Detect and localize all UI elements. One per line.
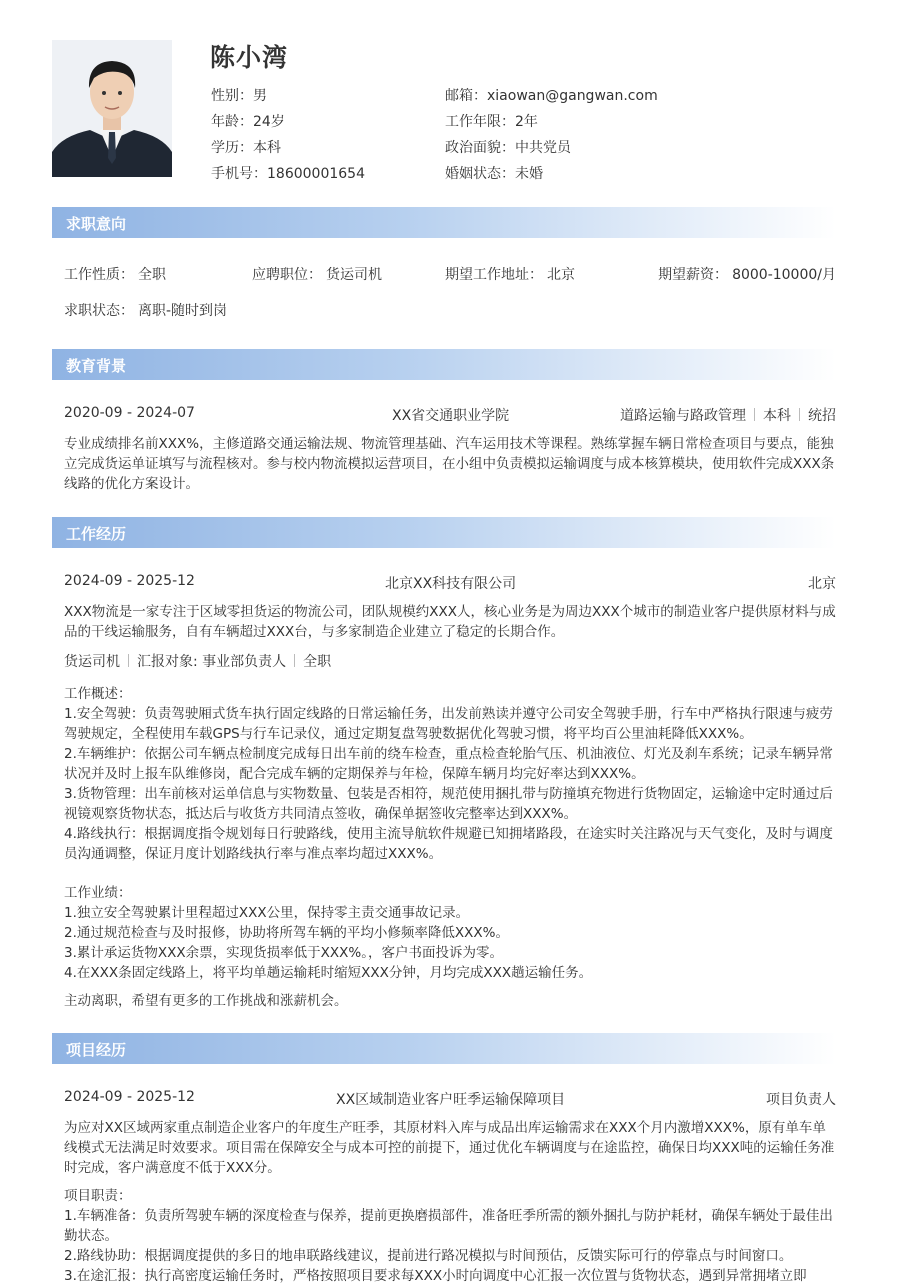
- divider: [128, 654, 129, 667]
- project-duty-item: 3.在途汇报：执行高密度运输任务时，严格按照项目要求每XXX小时向调度中心汇报一次位置与货物状态，遇到异常拥堵立即: [64, 1268, 807, 1284]
- intent-job-type: 工作性质： 全职: [64, 267, 166, 283]
- work-tag-type: 全职: [303, 654, 332, 670]
- profile-photo: [52, 40, 172, 177]
- info-political: 政治面貌：中共党员: [445, 140, 571, 156]
- work-tag-report: 汇报对象: 事业部负责人: [137, 654, 287, 670]
- work-achieve-item: 1.独立安全驾驶累计里程超过XXX公里，保持零主责交通事故记录。: [64, 905, 470, 921]
- work-city: 北京: [808, 576, 836, 592]
- project-name: XX区域制造业客户旺季运输保障项目: [336, 1092, 566, 1108]
- work-leave-reason: 主动离职，希望有更多的工作挑战和涨薪机会。: [64, 993, 348, 1009]
- education-school: XX省交通职业学院: [392, 408, 510, 424]
- info-work-years: 工作年限：2年: [445, 114, 538, 130]
- section-header-work: 工作经历: [52, 517, 836, 548]
- intent-position: 应聘职位： 货运司机: [252, 267, 382, 283]
- education-type: 统招: [808, 408, 836, 424]
- work-company: 北京XX科技有限公司: [385, 576, 517, 592]
- education-major: 道路运输与路政管理: [620, 408, 746, 424]
- work-company-intro: XXX物流是一家专注于区域零担货运的物流公司，团队规模约XXX人，核心业务是为周边XXX个城市的制造业客户提供原材料与成品的干线运输服务，自有车辆超过XXX台，与多家制造企业建立了稳定的长期合作。: [64, 604, 836, 640]
- divider: [294, 654, 295, 667]
- intent-status: 求职状态： 离职-随时到岗: [64, 303, 228, 319]
- project-duty-item: 2.路线协助：根据调度提供的多日的地串联路线建议，提前进行路况模拟与时间预估，反馈实际可行的停靠点与时间窗口。: [64, 1248, 793, 1264]
- info-marital: 婚姻状态：未婚: [445, 166, 543, 182]
- info-phone: 手机号：18600001654: [211, 166, 365, 182]
- intent-location: 期望工作地址： 北京: [445, 267, 575, 283]
- project-duties: [64, 1186, 836, 1286]
- project-role: 项目负责人: [766, 1092, 836, 1108]
- education-degree: 本科: [763, 408, 791, 424]
- education-date: 2020-09 - 2024-07: [64, 405, 195, 421]
- project-date: 2024-09 - 2025-12: [64, 1089, 195, 1105]
- work-overview: [64, 684, 836, 864]
- work-tag-role: 货运司机: [64, 654, 120, 670]
- info-age: 年龄：24岁: [211, 114, 285, 130]
- project-duty-item: 1.车辆准备：负责所驾驶车辆的深度检查与保养，提前更换磨损部件，准备旺季所需的额外捆扎与防护耗材，确保车辆处于最佳出勤状态。: [64, 1208, 833, 1244]
- education-meta: [620, 405, 836, 425]
- education-description: 专业成绩排名前XXX%，主修道路交通运输法规、物流管理基础、汽车运用技术等课程。熟练掌握车辆日常检查项目与要点，能独立完成货运单证填写与流程核对。参与校内物流模拟运营项目，在小组中负责模拟运输调度与成本核算模块，使用软件完成XXX条线路的优化方案设计。: [64, 436, 835, 492]
- work-achieve-title: 工作业绩：: [64, 885, 132, 901]
- work-overview-item: 2.车辆维护：依据公司车辆点检制度完成每日出车前的绕车检查，重点检查轮胎气压、机油液位、灯光及刹车系统；记录车辆异常状况并及时上报车队维修岗，配合完成车辆的定期保养与年检，保障车辆月均完好率达到XXX%。: [64, 746, 833, 782]
- info-email: 邮箱：xiaowan@gangwan.com: [445, 88, 658, 104]
- info-gender: 性别：男: [211, 88, 267, 104]
- work-overview-item: 4.路线执行：根据调度指令规划每日行驶路线，使用主流导航软件规避已知拥堵路段，在途实时关注路况与天气变化，及时与调度员沟通调整，保证月度计划路线执行率与准点率均超过XXX%。: [64, 826, 833, 862]
- section-header-education: 教育背景: [52, 349, 836, 380]
- work-tags: [64, 651, 331, 671]
- work-achievements: [64, 883, 836, 983]
- work-achieve-item: 2.通过规范检查与及时报修，协助将所驾车辆的平均小修频率降低XXX%。: [64, 925, 509, 941]
- work-date: 2024-09 - 2025-12: [64, 573, 195, 589]
- work-overview-title: 工作概述：: [64, 686, 132, 702]
- work-achieve-item: 3.累计承运货物XXX余票，实现货损率低于XXX%。，客户书面投诉为零。: [64, 945, 503, 961]
- section-header-project: 项目经历: [52, 1033, 836, 1064]
- section-header-intent: 求职意向: [52, 207, 836, 238]
- divider: [754, 408, 755, 421]
- candidate-name: 陈小湾: [210, 43, 289, 72]
- intent-salary: 期望薪资： 8000-10000/月: [658, 267, 836, 283]
- work-overview-item: 3.货物管理：出车前核对运单信息与实物数量、包装是否相符，规范使用捆扎带与防撞填充物进行货物固定，运输途中定时通过后视镜观察货物状态，抵达后与收货方共同清点签收，确保单据签收完整率达到XXX%。: [64, 786, 833, 822]
- project-intro: 为应对XX区域两家重点制造企业客户的年度生产旺季，其原材料入库与成品出库运输需求在XXX个月内激增XXX%，原有单车单线模式无法满足时效要求。项目需在保障安全与成本可控的前提下，通过优化车辆调度与在途监控，确保日均XXX吨的运输任务准时完成，客户满意度不低于XXX分。: [64, 1120, 835, 1176]
- work-achieve-item: 4.在XXX条固定线路上，将平均单趟运输耗时缩短XXX分钟，月均完成XXX趟运输任务。: [64, 965, 593, 981]
- info-education: 学历：本科: [211, 140, 281, 156]
- project-duty-title: 项目职责：: [64, 1188, 132, 1204]
- divider: [799, 408, 800, 421]
- work-overview-item: 1.安全驾驶：负责驾驶厢式货车执行固定线路的日常运输任务，出发前熟读并遵守公司安全驾驶手册，行车中严格执行限速与疲劳驾驶规定，全程使用车载GPS与行车记录仪，通过定期复盘驾驶数据优化驾驶习惯，将平均百公里油耗降低XXX%。: [64, 706, 833, 742]
- person-portrait-icon: [52, 40, 172, 177]
